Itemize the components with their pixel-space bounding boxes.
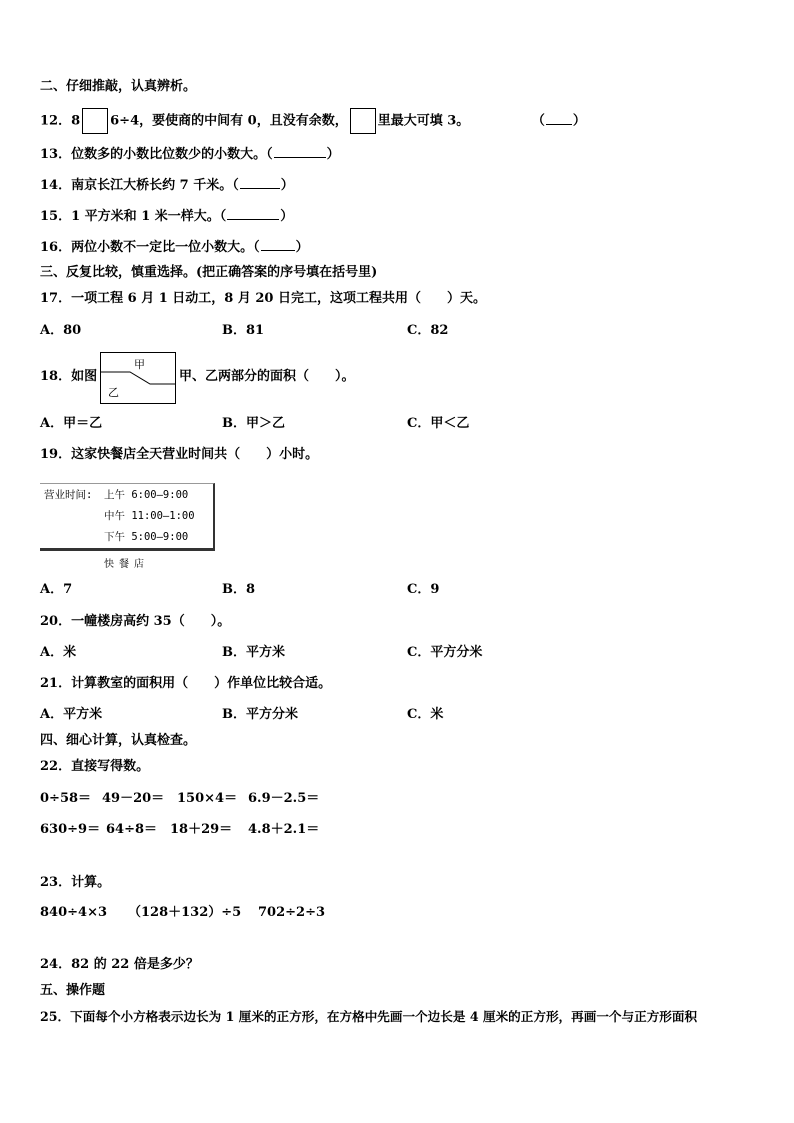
question-16 — [40, 238, 309, 257]
q22-calc-5: 630÷9＝ — [40, 822, 101, 837]
q20-option-c[interactable]: C．平方分米 — [407, 645, 483, 660]
q19-shop-name: 快餐店 — [104, 559, 149, 570]
q20-option-b[interactable]: B．平方米 — [222, 645, 285, 660]
section-2-title: 二、仔细推敲，认真辨析。 — [40, 79, 197, 94]
question-15 — [40, 207, 293, 226]
q18-figure — [100, 352, 176, 404]
q22-calc-4: 6.9－2.5＝ — [248, 791, 320, 806]
question-17: 17．一项工程 6 月 1 日动工，8 月 20 日完工，这项工程共用（ ）天。 — [40, 291, 486, 306]
q21-option-b[interactable]: B．平方分米 — [222, 707, 298, 722]
q17-option-a[interactable]: A．80 — [40, 323, 82, 338]
q23-calc-1: 840÷4×3 — [40, 905, 108, 920]
q19-table-header: 营业时间: — [44, 489, 93, 501]
question-13 — [40, 145, 340, 164]
q18-option-c[interactable]: C．甲＜乙 — [407, 416, 470, 431]
question-23: 23．计算。 — [40, 875, 111, 890]
q21-option-a[interactable]: A．平方米 — [40, 707, 103, 722]
question-25: 25．下面每个小方格表示边长为 1 厘米的正方形，在方格中先画一个边长是 4 厘米的正方形，再画一个与正方形面积 — [40, 1009, 698, 1024]
q12-answer-box-2[interactable] — [350, 108, 376, 134]
q17-option-c[interactable]: C．82 — [407, 323, 449, 338]
q12-answer-blank[interactable] — [546, 112, 572, 125]
q23-calc-2: （128＋132）÷5 — [128, 905, 242, 920]
section-3-title: 三、反复比较，慎重选择。(把正确答案的序号填在括号里) — [40, 265, 378, 280]
q19-table-row-2: 中午 11:00—1:00 — [104, 510, 195, 522]
q22-calc-6: 64÷8＝ — [106, 822, 158, 837]
q12-text-1: 6÷4，要使商的中间有 0，且没有余数， — [110, 113, 348, 129]
q13-answer-blank[interactable] — [274, 145, 326, 158]
q22-calc-2: 49－20＝ — [102, 791, 165, 806]
q18-label-jia: 甲 — [134, 358, 145, 371]
section-5-title: 五、操作题 — [40, 983, 106, 998]
q12-text-2: 里最大可填 3。 — [377, 113, 470, 129]
q13-paren-close: ） — [326, 147, 340, 162]
q14-answer-blank[interactable] — [240, 176, 280, 189]
q14-paren-close: ） — [280, 178, 294, 193]
q19-option-a[interactable]: A．7 — [40, 582, 73, 597]
q12-paren-close: ） — [572, 113, 586, 129]
question-24: 24．82 的 22 倍是多少？ — [40, 957, 199, 972]
question-21: 21．计算教室的面积用（ ）作单位比较合适。 — [40, 676, 332, 691]
q22-calc-1: 0÷58＝ — [40, 791, 92, 806]
q21-option-c[interactable]: C．米 — [407, 707, 444, 722]
q14-text: 14．南京长江大桥长约 7 千米。（ — [40, 178, 239, 193]
question-22: 22．直接写得数。 — [40, 759, 150, 774]
question-14 — [40, 176, 294, 195]
q22-calc-3: 150×4＝ — [177, 791, 238, 806]
q23-calc-3: 702÷2÷3 — [258, 905, 326, 920]
q12-number: 12．8 — [40, 113, 81, 129]
q16-answer-blank[interactable] — [261, 238, 295, 251]
q22-calc-7: 18＋29＝ — [170, 822, 233, 837]
q19-table-row-3: 下午 5:00—9:00 — [104, 531, 189, 543]
q22-calc-8: 4.8＋2.1＝ — [248, 822, 320, 837]
q18-prefix: 18．如图 — [40, 369, 98, 384]
q12-paren-open: （ — [531, 113, 545, 129]
q19-hours-sign — [40, 483, 215, 551]
q18-option-b[interactable]: B．甲＞乙 — [222, 416, 285, 431]
q15-answer-blank[interactable] — [227, 207, 279, 220]
q13-text: 13．位数多的小数比位数少的小数大。（ — [40, 147, 273, 162]
q19-table-row-1: 上午 6:00—9:00 — [104, 489, 189, 501]
q16-text: 16．两位小数不一定比一位小数大。（ — [40, 240, 260, 255]
q18-option-a[interactable]: A．甲＝乙 — [40, 416, 103, 431]
question-20: 20．一幢楼房高约 35（ ）。 — [40, 614, 231, 629]
q12-answer-box-1[interactable] — [82, 108, 108, 134]
q15-paren-close: ） — [280, 209, 294, 224]
q20-option-a[interactable]: A．米 — [40, 645, 77, 660]
question-12 — [40, 108, 586, 134]
q18-text: 甲、乙两部分的面积（ ）。 — [179, 369, 355, 384]
q19-option-c[interactable]: C．9 — [407, 582, 440, 597]
q19-option-b[interactable]: B．8 — [222, 582, 256, 597]
section-4-title: 四、细心计算，认真检查。 — [40, 733, 197, 748]
q18-label-yi: 乙 — [108, 386, 119, 399]
q15-text: 15．1 平方米和 1 米一样大。（ — [40, 209, 227, 224]
q17-option-b[interactable]: B．81 — [222, 323, 265, 338]
question-19: 19．这家快餐店全天营业时间共（ ）小时。 — [40, 447, 319, 462]
q16-paren-close: ） — [295, 240, 309, 255]
